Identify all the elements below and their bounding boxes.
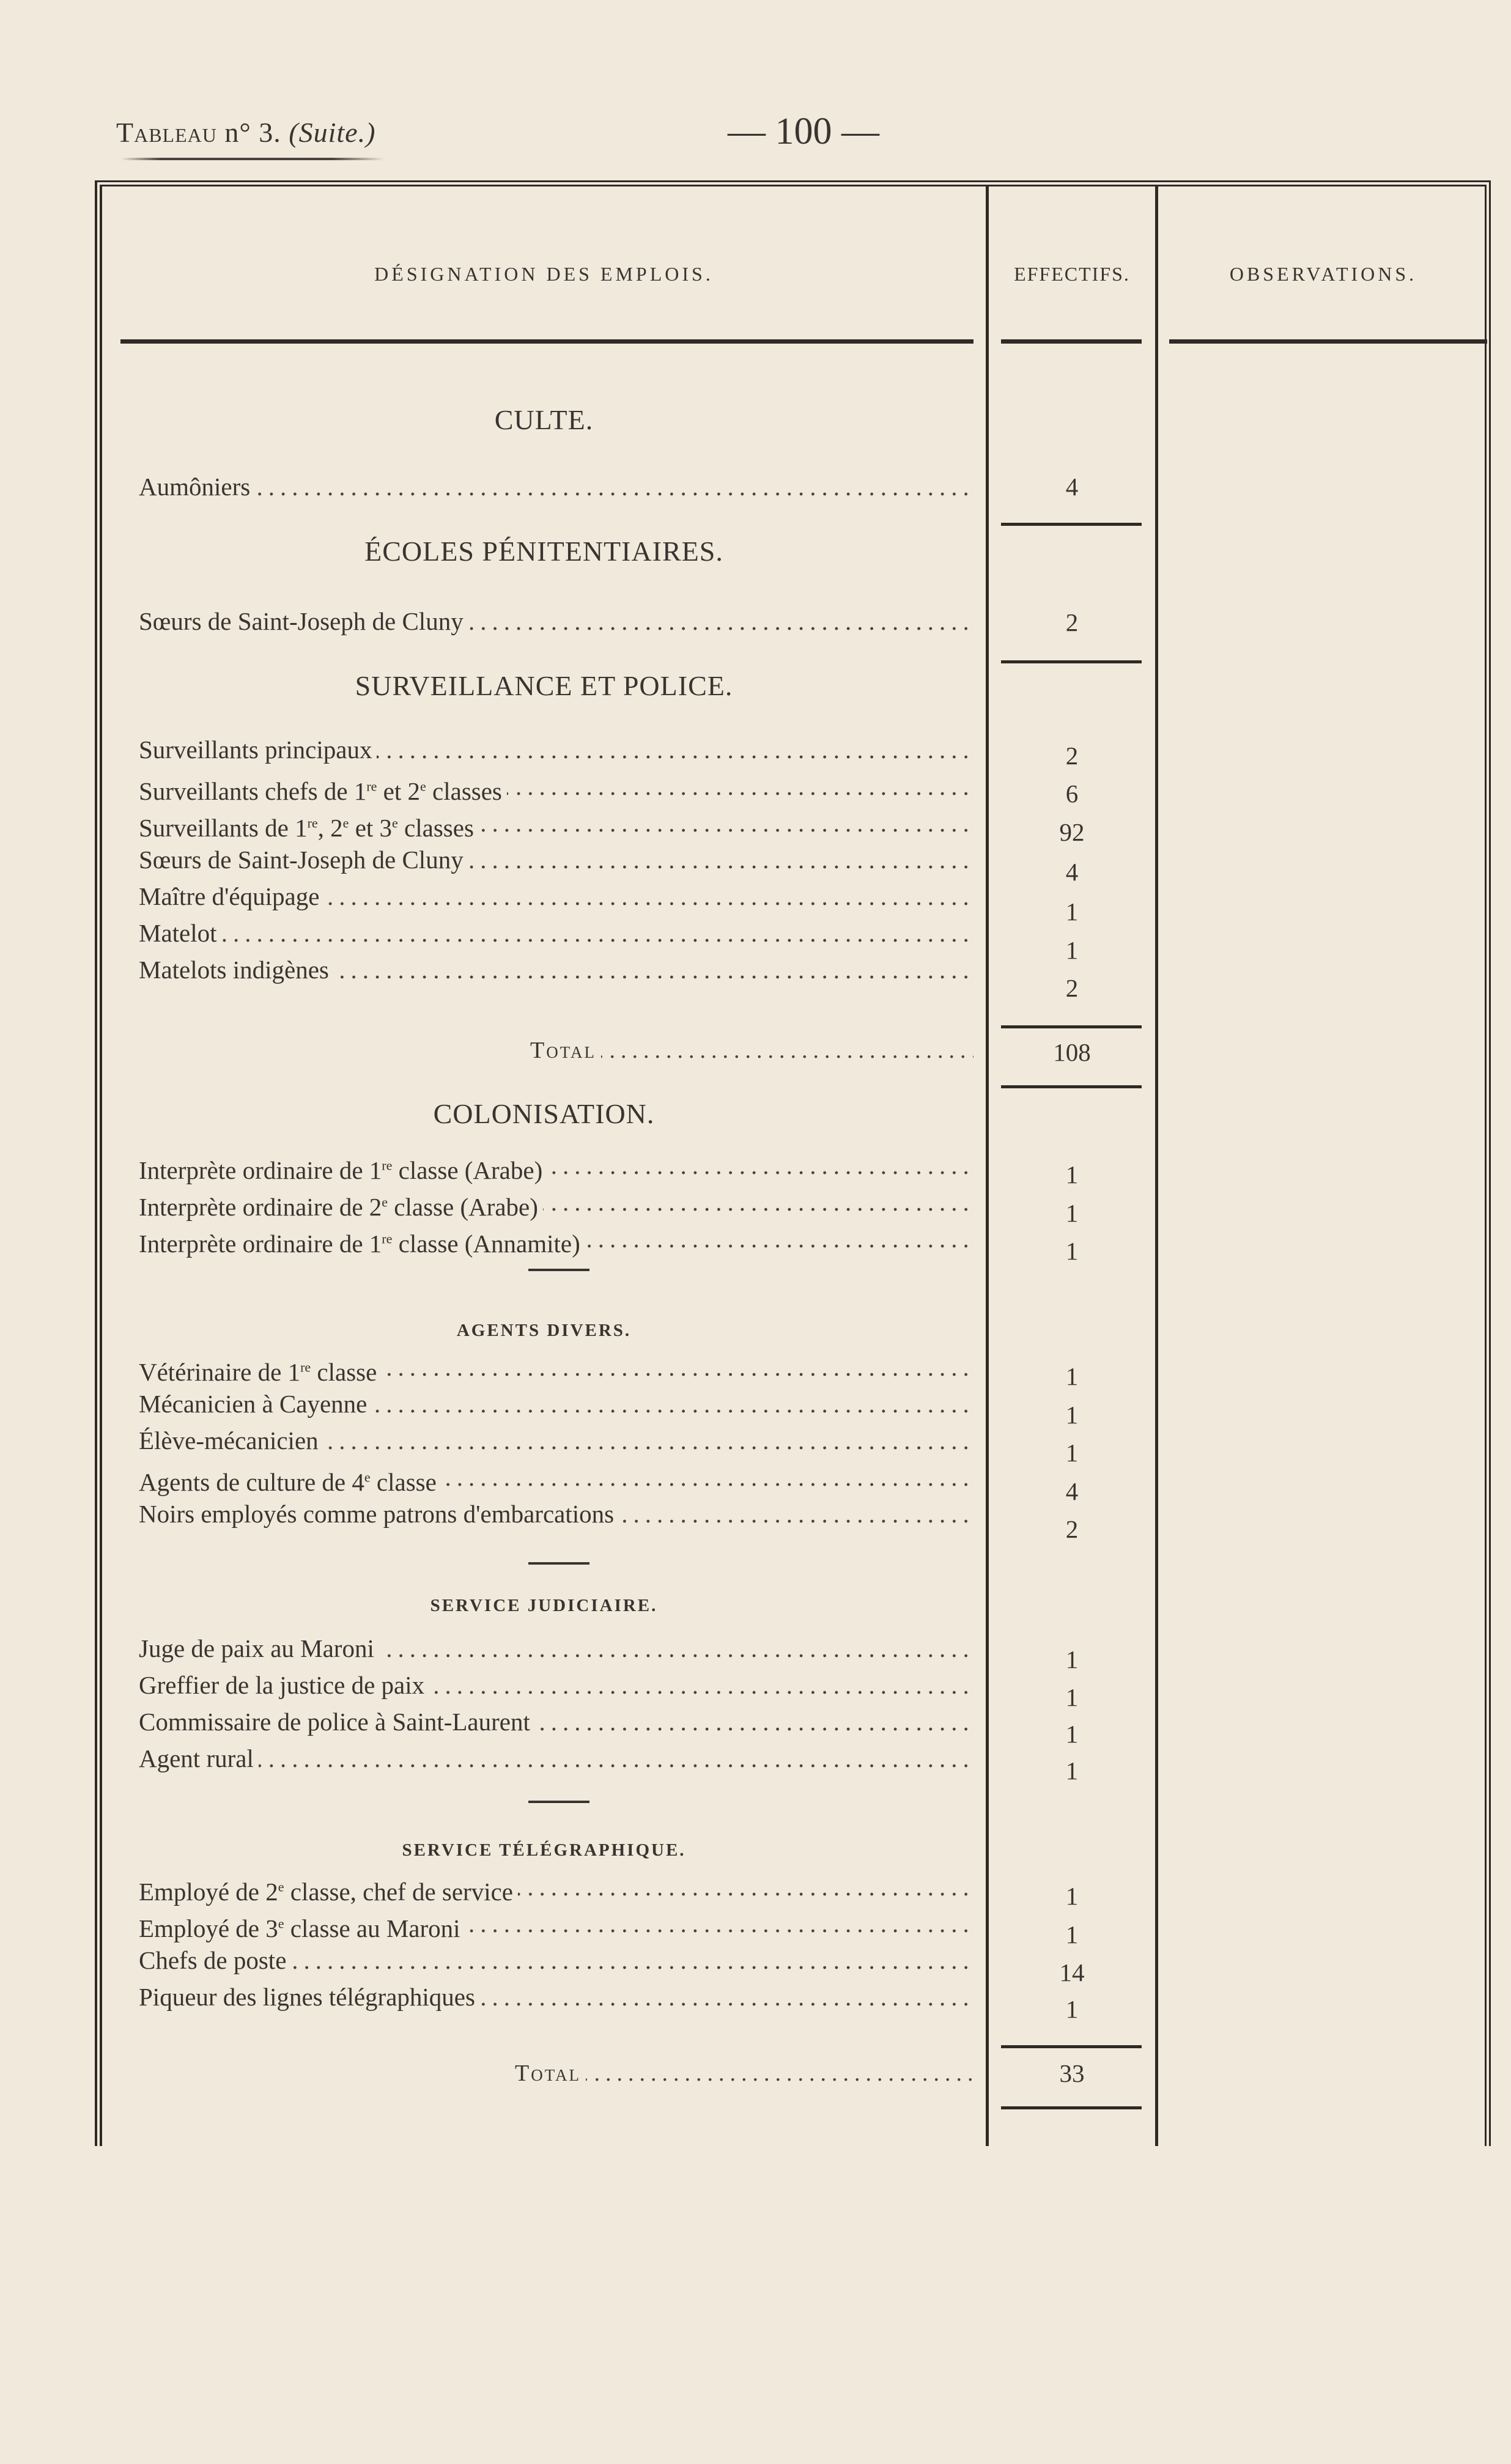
row-value: 92 [1059, 818, 1085, 846]
section-rule [1001, 523, 1142, 526]
row-value: 1 [1065, 1683, 1079, 1711]
header-rule [121, 158, 384, 160]
row-value: 4 [1065, 473, 1079, 501]
column-header-designation: DÉSIGNATION DES EMPLOIS. [374, 263, 714, 285]
column-header-observations: OBSERVATIONS. [1229, 263, 1417, 285]
section-divider [528, 1269, 589, 1271]
row-value: 14 [1059, 1958, 1085, 1986]
table-row [139, 1385, 973, 1423]
total-label: Total [530, 1038, 601, 1063]
table-label-word: Tableau [116, 117, 217, 148]
column-header-effectifs: EFFECTIFS. [1014, 263, 1130, 285]
row-value: 2 [1065, 608, 1079, 636]
header-rule [1001, 339, 1142, 344]
row-label: Chefs de poste [139, 1946, 291, 1974]
total-row [515, 2054, 980, 2092]
section-rule [1001, 2106, 1142, 2109]
row-value: 1 [1065, 1199, 1079, 1227]
row-label: Employé de 3e classe au Maroni [139, 1914, 465, 1942]
table-row [139, 1703, 973, 1741]
total-rule [1001, 1025, 1142, 1028]
row-label: Commissaire de police à Saint-Laurent [139, 1708, 535, 1736]
total-rule [1001, 2045, 1142, 2048]
table-row [139, 602, 973, 640]
row-value: 1 [1065, 1920, 1079, 1949]
table-row [139, 731, 973, 769]
table-number: n° 3. [224, 117, 281, 148]
row-label: Greffier de la justice de paix [139, 1671, 429, 1699]
row-label: Interprète ordinaire de 1re classe (Annamite) [139, 1230, 585, 1258]
row-value: 1 [1065, 1362, 1079, 1390]
row-value: 1 [1065, 1237, 1079, 1265]
section-title-agents: AGENTS DIVERS. [456, 1321, 632, 1340]
header-rule [120, 339, 973, 344]
row-label: Noirs employés comme patrons d'embarcations [139, 1500, 619, 1528]
row-value: 2 [1065, 974, 1079, 1002]
table-row [139, 951, 973, 989]
row-value: 1 [1065, 1882, 1079, 1910]
table-row [139, 1183, 973, 1221]
row-label: Matelot [139, 919, 222, 947]
table-row [139, 1739, 973, 1777]
table-row [139, 1905, 973, 1942]
row-label: Piqueur des lignes télégraphiques [139, 1983, 480, 2011]
row-label: Maître d'équipage [139, 882, 324, 910]
row-label: Interprète ordinaire de 1re classe (Arabe) [139, 1156, 547, 1184]
row-value: 2 [1065, 1515, 1079, 1543]
row-label: Agent rural [139, 1744, 259, 1772]
row-label: Aumôniers [139, 473, 255, 501]
total-value: 33 [1059, 2059, 1085, 2087]
row-value: 1 [1065, 1439, 1079, 1467]
row-label: Interprète ordinaire de 2e classe (Arabe) [139, 1193, 543, 1221]
row-value: 1 [1065, 1401, 1079, 1429]
row-value: 2 [1065, 742, 1079, 770]
section-rule [1001, 660, 1142, 663]
row-label: Matelots indigènes [139, 956, 334, 984]
row-label: Agents de culture de 4e classe [139, 1468, 441, 1496]
section-title-judiciaire: SERVICE JUDICIAIRE. [430, 1596, 658, 1615]
row-label: Surveillants principaux [139, 736, 377, 764]
table-row [139, 1495, 973, 1533]
table-label [116, 116, 375, 149]
table-row [139, 1978, 973, 2016]
row-value: 1 [1065, 1645, 1079, 1673]
table-row [139, 468, 973, 506]
total-value: 108 [1053, 1038, 1091, 1066]
section-rule [1001, 1085, 1142, 1088]
table-row [139, 1422, 973, 1459]
total-row [530, 1031, 973, 1069]
table-row [139, 877, 973, 915]
section-title-ecoles: ÉCOLES PÉNITENTIAIRES. [364, 536, 723, 567]
section-title-colonisation: COLONISATION. [433, 1098, 655, 1129]
row-label: Mécanicien à Cayenne [139, 1390, 372, 1418]
row-value: 1 [1065, 936, 1079, 964]
section-title-culte: CULTE. [494, 404, 594, 435]
table-row [139, 1458, 973, 1496]
page-number: — 100 — [728, 111, 879, 152]
total-label: Total [515, 2060, 586, 2086]
row-value: 1 [1065, 898, 1079, 926]
section-title-surveillance: SURVEILLANCE ET POLICE. [355, 670, 733, 701]
section-divider [528, 1801, 589, 1803]
row-label: Employé de 2e classe, chef de service [139, 1878, 518, 1906]
table-row [139, 1348, 973, 1386]
table-row [139, 1868, 973, 1906]
section-title-telegraphique: SERVICE TÉLÉGRAPHIQUE. [402, 1840, 686, 1860]
table-row [139, 1941, 973, 1979]
page-header [116, 110, 1510, 165]
row-value: 1 [1065, 1995, 1079, 2023]
table-row [139, 804, 973, 842]
section-divider [528, 1562, 589, 1565]
table-row [139, 841, 973, 879]
row-label: Élève-mécanicien [139, 1426, 323, 1455]
table-row [139, 767, 973, 805]
table-row [139, 914, 973, 952]
row-value: 1 [1065, 1160, 1079, 1189]
row-label: Vétérinaire de 1re classe [139, 1358, 382, 1386]
personnel-table [95, 180, 1491, 2146]
suite-label: (Suite.) [289, 117, 376, 148]
table-row [139, 1220, 973, 1258]
row-label: Surveillants de 1re, 2e et 3e classes [139, 814, 479, 842]
row-value: 4 [1065, 858, 1079, 886]
row-label: Sœurs de Saint-Joseph de Cluny [139, 607, 468, 635]
row-value: 1 [1065, 1720, 1079, 1748]
column-divider [1155, 186, 1158, 2146]
header-rule [1169, 339, 1487, 344]
table-row [139, 1666, 973, 1704]
row-value: 1 [1065, 1757, 1079, 1785]
row-value: 4 [1065, 1477, 1079, 1505]
table-row [139, 1629, 973, 1667]
table-row [139, 1146, 973, 1184]
row-label: Sœurs de Saint-Joseph de Cluny [139, 846, 468, 874]
row-value: 6 [1065, 780, 1079, 808]
row-label: Juge de paix au Maroni [139, 1634, 379, 1662]
row-label: Surveillants chefs de 1re et 2e classes [139, 777, 507, 805]
